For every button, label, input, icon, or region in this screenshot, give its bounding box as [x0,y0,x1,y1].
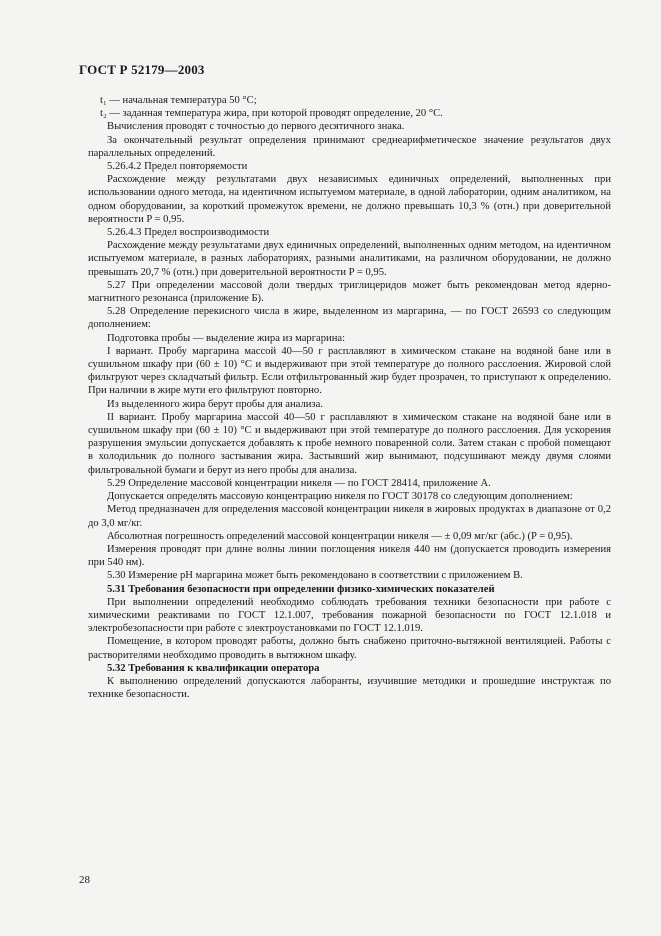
page-header-title: ГОСТ Р 52179—2003 [79,62,205,77]
section-heading: 5.31 Требования безопасности при определении физико-химических показателей [107,583,495,595]
paragraph: Вычисления проводят с точностью до первого десятичного знака. [107,121,405,133]
paragraph: Абсолютная погрешность определений массовой концентрации никеля — ± 0,09 мг/кг (абс.) (P = 0,95). [107,530,573,542]
paragraph: 5.28 Определение перекисного числа в жире, выделенном из маргарина, — по ГОСТ 26593 со следующим дополнением: [88,306,611,331]
paragraph: Допускается определять массовую концентрацию никеля по ГОСТ 30178 со следующим дополнением: [107,491,573,503]
paragraph: Метод предназначен для определения массовой концентрации никеля в жировых продуктах в диапазоне от 0,2 до 3,0 мг/кг. [88,504,611,529]
body-text [88,94,611,701]
paragraph: I вариант. Пробу маргарина массой 40—50 г расплавляют в химическом стакане на водяной бане или в сушильном шкафу при (60 ± 10) °С и выдерживают при этой температуре до полного расслоения. Жировой слой фильтруют через складчатый фильтр. Если отфильтрованный жир будет прозрачен, то приступают к определению. При наличии в жире мути его фильтруют повторно. [88,345,611,397]
paragraph: К выполнению определений допускаются лаборанты, изучившие методики и прошедшие инструктаж по технике безопасности. [88,675,611,701]
page-number: 28 [79,874,90,886]
paragraph: t₂ — заданная температура жира, при которой проводят определение, 20 °С. [100,108,443,120]
subsection-heading: 5.26.4.3 Предел воспроизводимости [107,227,270,239]
paragraph: 5.30 Измерение рН маргарина может быть рекомендовано в соответствии с приложением В. [107,570,523,582]
paragraph: II вариант. Пробу маргарина массой 40—50 г расплавляют в химическом стакане на водяной бане или в сушильном шкафу при (60 ± 10) °С и выдерживают при этой температуре до полного расслоения. Для ускорения разрушения эмульсии допускается добавлять к пробе немного поваренной соли. Затем стакан с пробой помещают в холодильник до полного застывания жира. Застывший жир вынимают, подсушивают между двумя слоями фильтровальной бумаги и берут из него пробы для анализа. [88,411,611,476]
paragraph: 5.29 Определение массовой концентрации никеля — по ГОСТ 28414, приложение А. [107,477,491,489]
paragraph: Из выделенного жира берут пробы для анализа. [107,398,323,410]
paragraph: При выполнении определений необходимо соблюдать требования техники безопасности при работе с химическими реактивами по ГОСТ 12.1.007, требования пожарной безопасности по ГОСТ 12.1.018 и электробезопасности при работе с электроустановками по ГОСТ 12.1.019. [88,596,611,635]
subsection-heading: 5.26.4.2 Предел повторяемости [107,161,248,173]
paragraph: За окончательный результат определения принимают среднеарифметическое значение результатов двух параллельных определений. [88,134,611,159]
section-heading: 5.32 Требования к квалификации оператора [107,662,320,674]
paragraph: Подготовка пробы — выделение жира из маргарина: [107,332,346,344]
paragraph: t₁ — начальная температура 50 °С; [100,95,257,106]
paragraph: Расхождение между результатами двух единичных определений, выполненных одним методом, на идентичном испытуемом материале, в разных лабораториях, разными аналитиками, на различном оборудовании, не должно превышать 20,7 % (отн.) при доверительной вероятности P = 0,95. [88,240,611,278]
paragraph: Измерения проводят при длине волны линии поглощения никеля 440 нм (допускается проводить измерения при 540 нм). [88,543,611,569]
paragraph: Расхождение между результатами двух независимых единичных определений, выполненных при использовании одного метода, на идентичном испытуемом материале, в одной лаборатории, одним аналитиком, на одном оборудовании, за короткий промежуток времени, не должно превышать 10,3 % (отн.) при доверительной вероятности P = 0,95. [88,174,611,225]
paragraph: 5.27 При определении массовой доли твердых триглицеридов может быть рекомендован метод ядерно-магнитного резонанса (приложение Б). [88,279,611,305]
paragraph: Помещение, в котором проводят работы, должно быть снабжено приточно-вытяжной вентиляцией. Работы с растворителями необходимо проводить в вытяжном шкафу. [88,636,611,661]
